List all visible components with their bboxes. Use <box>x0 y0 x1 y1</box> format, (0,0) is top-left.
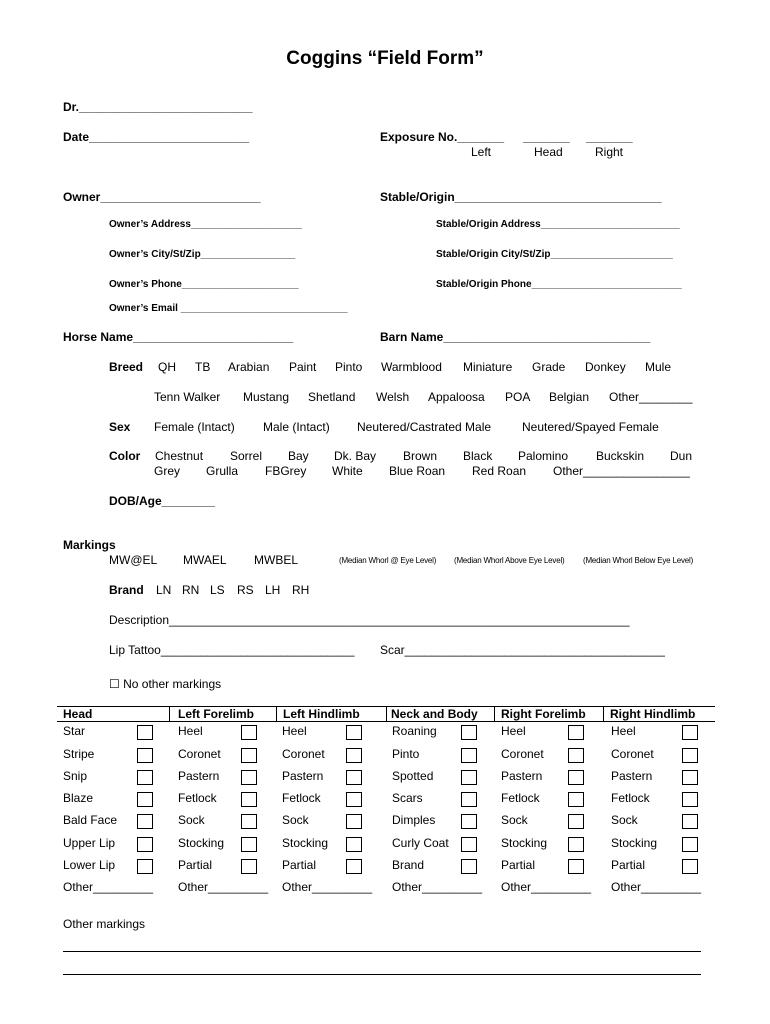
marking-option-label: Coronet <box>611 747 654 761</box>
marking-option-label: Partial <box>501 858 536 872</box>
marking-checkbox[interactable] <box>346 837 362 852</box>
marking-checkbox[interactable] <box>137 770 153 785</box>
breed-option[interactable]: Grade <box>532 360 566 374</box>
breed-option[interactable]: Donkey <box>585 360 626 374</box>
sex-option[interactable]: Neutered/Spayed Female <box>522 420 659 434</box>
color-option[interactable]: Sorrel <box>230 449 263 463</box>
breed-option[interactable]: TB <box>195 360 211 374</box>
marking-checkbox[interactable] <box>568 770 584 785</box>
marking-checkbox[interactable] <box>682 770 698 785</box>
other-marking-field[interactable]: Other_________ <box>282 880 373 894</box>
description-field[interactable]: Description_____________________________________________________________________ <box>109 613 630 627</box>
sex-option[interactable]: Male (Intact) <box>263 420 330 434</box>
breed-option[interactable]: Miniature <box>463 360 513 374</box>
marking-option-label: Sock <box>178 813 205 827</box>
brand-option[interactable]: RH <box>292 583 310 597</box>
column-divider <box>603 707 604 722</box>
marking-checkbox[interactable] <box>137 814 153 829</box>
brand-option[interactable]: LS <box>210 583 225 597</box>
exposure-left-label: Left <box>471 145 492 159</box>
marking-checkbox[interactable] <box>568 725 584 740</box>
dr-field[interactable]: Dr.__________________________ <box>63 100 253 114</box>
marking-checkbox[interactable] <box>682 792 698 807</box>
sex-label: Sex <box>109 420 131 434</box>
marking-checkbox[interactable] <box>461 814 477 829</box>
marking-option-label: Pastern <box>611 769 653 783</box>
marking-checkbox[interactable] <box>461 859 477 874</box>
marking-checkbox[interactable] <box>568 748 584 763</box>
color-option[interactable]: Grulla <box>206 464 239 478</box>
color-option[interactable]: White <box>332 464 363 478</box>
marking-checkbox[interactable] <box>137 725 153 740</box>
marking-option-label: Heel <box>282 724 307 738</box>
marking-checkbox[interactable] <box>241 859 257 874</box>
marking-checkbox[interactable] <box>346 748 362 763</box>
color-other-field[interactable]: Other________________ <box>553 464 690 478</box>
marking-checkbox[interactable] <box>241 792 257 807</box>
color-label: Color <box>109 449 141 463</box>
barn-name-field[interactable]: Barn Name_______________________________ <box>380 330 651 344</box>
marking-checkbox[interactable] <box>461 792 477 807</box>
breed-option[interactable]: Belgian <box>549 390 590 404</box>
marking-option-label: Roaning <box>392 724 437 738</box>
breed-option[interactable]: Tenn Walker <box>154 390 221 404</box>
marking-option-label: Spotted <box>392 769 434 783</box>
no-other-markings-checkbox[interactable]: ☐ No other markings <box>109 677 222 691</box>
other-marking-field[interactable]: Other_________ <box>63 880 154 894</box>
marking-option-label: Fetlock <box>501 791 540 805</box>
brand-option[interactable]: RN <box>182 583 200 597</box>
marking-option-label: Heel <box>178 724 203 738</box>
stable-origin-field[interactable]: Stable/Origin_______________________________ <box>380 190 662 204</box>
stable-phone-field[interactable]: Stable/Origin Phone___________________________ <box>436 279 682 290</box>
marking-checkbox[interactable] <box>682 837 698 852</box>
other-marking-field[interactable]: Other_________ <box>501 880 592 894</box>
color-option[interactable]: Brown <box>403 449 438 463</box>
brand-option[interactable]: LN <box>156 583 172 597</box>
sex-option[interactable]: Female (Intact) <box>154 420 235 434</box>
brand-option[interactable]: RS <box>237 583 254 597</box>
stable-address-field[interactable]: Stable/Origin Address_________________________ <box>436 219 680 230</box>
color-option[interactable]: Palomino <box>518 449 569 463</box>
other-markings-label: Other markings <box>63 917 146 931</box>
marking-option-label: Heel <box>501 724 526 738</box>
marking-checkbox[interactable] <box>346 814 362 829</box>
breed-option[interactable]: Arabian <box>228 360 270 374</box>
column-header-right-forelimb: Right Forelimb <box>501 707 586 721</box>
marking-checkbox[interactable] <box>346 792 362 807</box>
color-option[interactable]: Chestnut <box>155 449 204 463</box>
marking-checkbox[interactable] <box>241 814 257 829</box>
marking-checkbox[interactable] <box>461 748 477 763</box>
owner-field[interactable]: Owner________________________ <box>63 190 261 204</box>
marking-code[interactable]: MWBEL <box>254 553 299 567</box>
marking-checkbox[interactable] <box>346 770 362 785</box>
breed-option[interactable]: Pinto <box>335 360 363 374</box>
scar-field[interactable]: Scar_______________________________________ <box>380 643 665 657</box>
marking-checkbox[interactable] <box>241 770 257 785</box>
marking-option-label: Pastern <box>178 769 220 783</box>
marking-checkbox[interactable] <box>241 725 257 740</box>
dob-age-field[interactable]: DOB/Age________ <box>109 494 216 508</box>
color-option[interactable]: Bay <box>288 449 309 463</box>
stable-city-field[interactable]: Stable/Origin City/St/Zip______________________ <box>436 249 673 260</box>
marking-option-label: Coronet <box>178 747 221 761</box>
marking-option-label: Coronet <box>501 747 544 761</box>
marking-checkbox[interactable] <box>346 725 362 740</box>
exposure-right-label: Right <box>595 145 624 159</box>
marking-checkbox[interactable] <box>137 748 153 763</box>
marking-option-label: Snip <box>63 769 88 783</box>
column-header-neck-body: Neck and Body <box>391 707 478 721</box>
other-marking-field[interactable]: Other_________ <box>392 880 483 894</box>
breed-option[interactable]: Mustang <box>243 390 290 404</box>
owner-address-field[interactable]: Owner’s Address____________________ <box>109 219 303 230</box>
marking-option-label: Partial <box>611 858 646 872</box>
column-header-right-hindlimb: Right Hindlimb <box>610 707 696 721</box>
marking-checkbox[interactable] <box>241 748 257 763</box>
exposure-head-label: Head <box>534 145 563 159</box>
marking-checkbox[interactable] <box>682 814 698 829</box>
marking-checkbox[interactable] <box>682 748 698 763</box>
horse-name-field[interactable]: Horse Name________________________ <box>63 330 294 344</box>
marking-option-label: Partial <box>282 858 317 872</box>
marking-option-label: Star <box>63 724 86 738</box>
marking-checkbox[interactable] <box>346 859 362 874</box>
marking-note: (Median Whorl Below Eye Level) <box>583 556 694 565</box>
marking-option-label: Sock <box>611 813 638 827</box>
column-divider <box>386 707 387 722</box>
marking-option-label: Heel <box>611 724 636 738</box>
sex-option[interactable]: Neutered/Castrated Male <box>357 420 492 434</box>
brand-option[interactable]: LH <box>265 583 281 597</box>
color-option[interactable]: Grey <box>154 464 181 478</box>
owner-email-field[interactable]: Owner’s Email ______________________________ <box>109 303 348 314</box>
marking-note: (Median Whorl Above Eye Level) <box>454 556 565 565</box>
marking-checkbox[interactable] <box>568 837 584 852</box>
breed-option[interactable]: Welsh <box>376 390 410 404</box>
exposure-left-field[interactable]: Exposure No._______ <box>380 130 505 144</box>
marking-option-label: Sock <box>282 813 309 827</box>
marking-checkbox[interactable] <box>461 770 477 785</box>
marking-option-label: Blaze <box>63 791 94 805</box>
marking-option-label: Sock <box>501 813 528 827</box>
column-header-left-forelimb: Left Forelimb <box>178 707 255 721</box>
breed-option[interactable]: Paint <box>289 360 317 374</box>
owner-city-field[interactable]: Owner’s City/St/Zip_________________ <box>109 249 296 260</box>
marking-option-label: Partial <box>178 858 213 872</box>
marking-checkbox[interactable] <box>568 814 584 829</box>
breed-option[interactable]: QH <box>158 360 176 374</box>
marking-option-label: Scars <box>392 791 423 805</box>
color-option[interactable]: Black <box>463 449 493 463</box>
marking-option-label: Lower Lip <box>63 858 116 872</box>
marking-option-label: Pastern <box>501 769 543 783</box>
column-divider <box>494 707 495 722</box>
marking-option-label: Pinto <box>392 747 420 761</box>
color-option[interactable]: Buckskin <box>596 449 645 463</box>
other-markings-line[interactable] <box>63 974 701 975</box>
breed-other-field[interactable]: Other________ <box>609 390 693 404</box>
column-header-left-hindlimb: Left Hindlimb <box>283 707 360 721</box>
other-marking-field[interactable]: Other_________ <box>178 880 269 894</box>
marking-option-label: Stripe <box>63 747 95 761</box>
color-option[interactable]: Blue Roan <box>389 464 446 478</box>
markings-label: Markings <box>63 538 116 552</box>
marking-option-label: Upper Lip <box>63 836 116 850</box>
marking-checkbox[interactable] <box>137 859 153 874</box>
breed-option[interactable]: Shetland <box>308 390 356 404</box>
marking-code[interactable]: MWAEL <box>183 553 227 567</box>
breed-label: Breed <box>109 360 144 374</box>
breed-option[interactable]: Mule <box>645 360 672 374</box>
brand-label: Brand <box>109 583 144 597</box>
exposure-right-field[interactable]: _______ <box>586 130 633 144</box>
color-option[interactable]: Red Roan <box>472 464 527 478</box>
marking-checkbox[interactable] <box>568 792 584 807</box>
owner-phone-field[interactable]: Owner’s Phone_____________________ <box>109 279 299 290</box>
marking-option-label: Fetlock <box>178 791 217 805</box>
marking-option-label: Bald Face <box>63 813 118 827</box>
page-title: Coggins “Field Form” <box>286 48 484 69</box>
marking-option-label: Stocking <box>611 836 658 850</box>
marking-option-label: Stocking <box>282 836 329 850</box>
marking-option-label: Fetlock <box>611 791 650 805</box>
marking-option-label: Stocking <box>501 836 548 850</box>
breed-option[interactable]: POA <box>505 390 531 404</box>
marking-checkbox[interactable] <box>137 792 153 807</box>
marking-option-label: Stocking <box>178 836 225 850</box>
other-markings-line[interactable] <box>63 951 701 952</box>
marking-checkbox[interactable] <box>137 837 153 852</box>
column-divider <box>169 707 170 722</box>
marking-note: (Median Whorl @ Eye Level) <box>339 556 437 565</box>
color-option[interactable]: Dun <box>670 449 693 463</box>
marking-checkbox[interactable] <box>682 859 698 874</box>
marking-checkbox[interactable] <box>682 725 698 740</box>
breed-option[interactable]: Appaloosa <box>428 390 485 404</box>
marking-option-label: Brand <box>392 858 425 872</box>
marking-checkbox[interactable] <box>461 725 477 740</box>
color-option[interactable]: Dk. Bay <box>334 449 377 463</box>
marking-checkbox[interactable] <box>568 859 584 874</box>
breed-option[interactable]: Warmblood <box>381 360 442 374</box>
marking-option-label: Dimples <box>392 813 436 827</box>
column-divider <box>276 707 277 722</box>
marking-code[interactable]: MW@EL <box>109 553 158 567</box>
marking-option-label: Fetlock <box>282 791 321 805</box>
date-field[interactable]: Date________________________ <box>63 130 250 144</box>
marking-option-label: Coronet <box>282 747 325 761</box>
marking-option-label: Curly Coat <box>392 836 449 850</box>
color-option[interactable]: FBGrey <box>265 464 307 478</box>
exposure-head-field[interactable]: _______ <box>523 130 570 144</box>
other-marking-field[interactable]: Other_________ <box>611 880 702 894</box>
column-header-head: Head <box>63 707 93 721</box>
marking-checkbox[interactable] <box>241 837 257 852</box>
lip-tattoo-field[interactable]: Lip Tattoo_____________________________ <box>109 643 355 657</box>
marking-option-label: Pastern <box>282 769 324 783</box>
marking-checkbox[interactable] <box>461 837 477 852</box>
